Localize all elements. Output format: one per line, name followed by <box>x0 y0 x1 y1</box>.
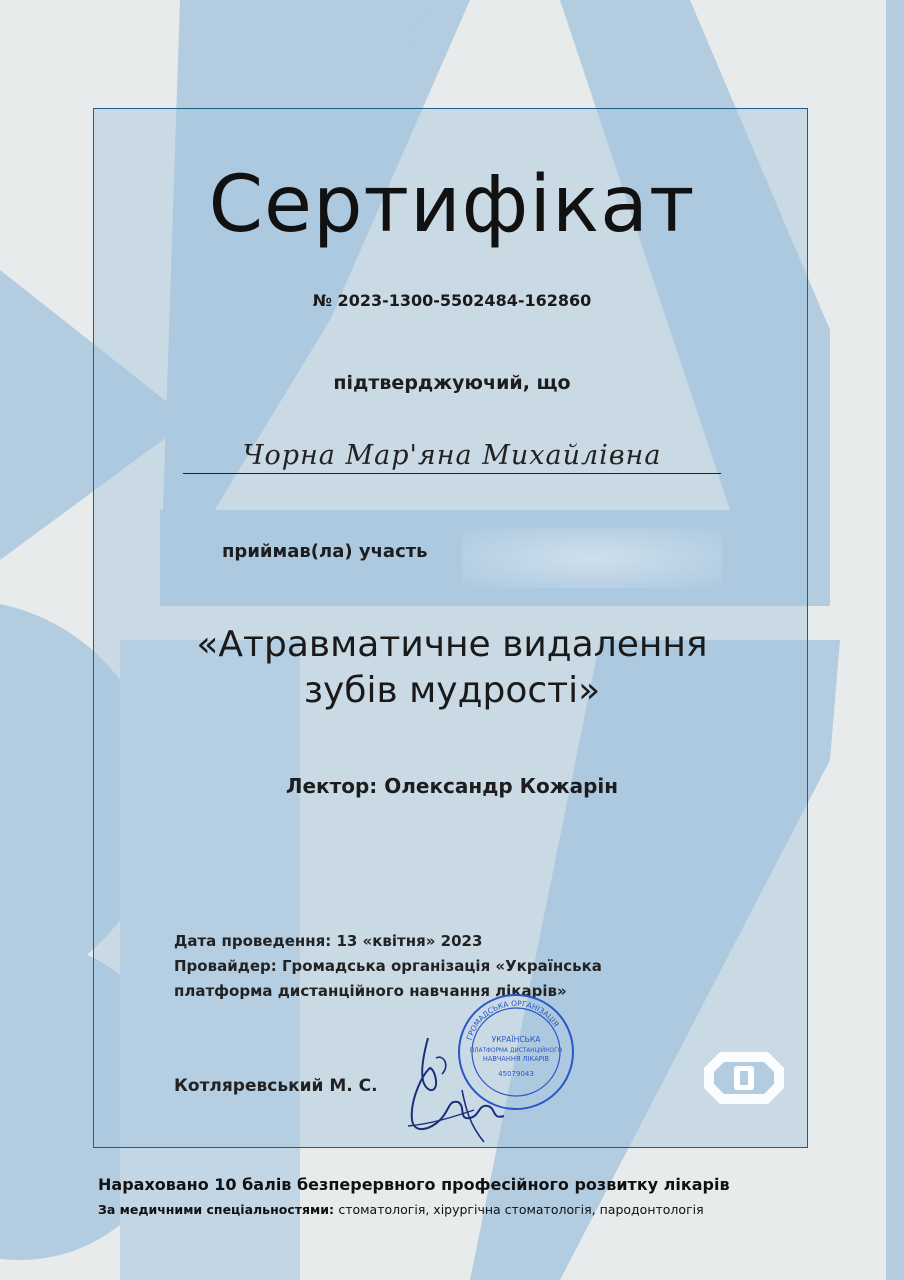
certificate-title: Сертифікат <box>208 160 696 250</box>
redacted-area <box>462 528 722 588</box>
svg-text:УКРАЇНСЬКА: УКРАЇНСЬКА <box>491 1035 541 1044</box>
svg-text:45079043: 45079043 <box>498 1070 534 1078</box>
svg-text:НАВЧАННЯ ЛІКАРІВ: НАВЧАННЯ ЛІКАРІВ <box>482 1055 550 1063</box>
points-value: 10 балів <box>214 1175 292 1194</box>
accrued-prefix: Нараховано <box>98 1175 215 1194</box>
specialties-label: За медичними спеціальностями: <box>98 1202 339 1217</box>
course-title <box>0 622 904 714</box>
confirm-text: підтверджуючий, що <box>333 372 571 394</box>
certificate-number: № 2023-1300-5502484-162860 <box>312 291 592 310</box>
svg-text:ПЛАТФОРМА ДИСТАНЦІЙНОГО: ПЛАТФОРМА ДИСТАНЦІЙНОГО <box>469 1048 563 1054</box>
accrued-suffix: безперервного професійного розвитку лікарів <box>291 1175 730 1194</box>
lecturer: Лектор: Олександр Кожарін <box>285 774 619 798</box>
specialties-list: стоматологія, хірургічна стоматологія, пародонтологія <box>338 1202 704 1217</box>
event-details <box>174 929 654 1004</box>
recipient-name: Чорна Мар'яна Михайлівна <box>242 440 662 471</box>
provider-line1: Провайдер: Громадська організація «Українська <box>174 957 602 975</box>
platform-logo-icon <box>702 1048 786 1108</box>
name-underline <box>183 473 721 474</box>
course-title-line1: «Атравматичне видалення <box>196 624 708 665</box>
accrued-points <box>98 1175 730 1194</box>
participation-text: приймав(ла) участь <box>222 541 428 562</box>
course-title-line2: зубів мудрості» <box>303 670 601 711</box>
provider-line2: платформа дистанційного навчання лікарів» <box>174 982 567 1000</box>
svg-text:ГРОМАДСЬКА ОРГАНІЗАЦІЯ: ГРОМАДСЬКА ОРГАНІЗАЦІЯ <box>464 998 561 1042</box>
signer-name: Котляревський М. С. <box>174 1076 378 1096</box>
specialties <box>98 1202 704 1217</box>
official-stamp <box>456 992 576 1112</box>
event-date: Дата проведення: 13 «квітня» 2023 <box>174 932 483 950</box>
